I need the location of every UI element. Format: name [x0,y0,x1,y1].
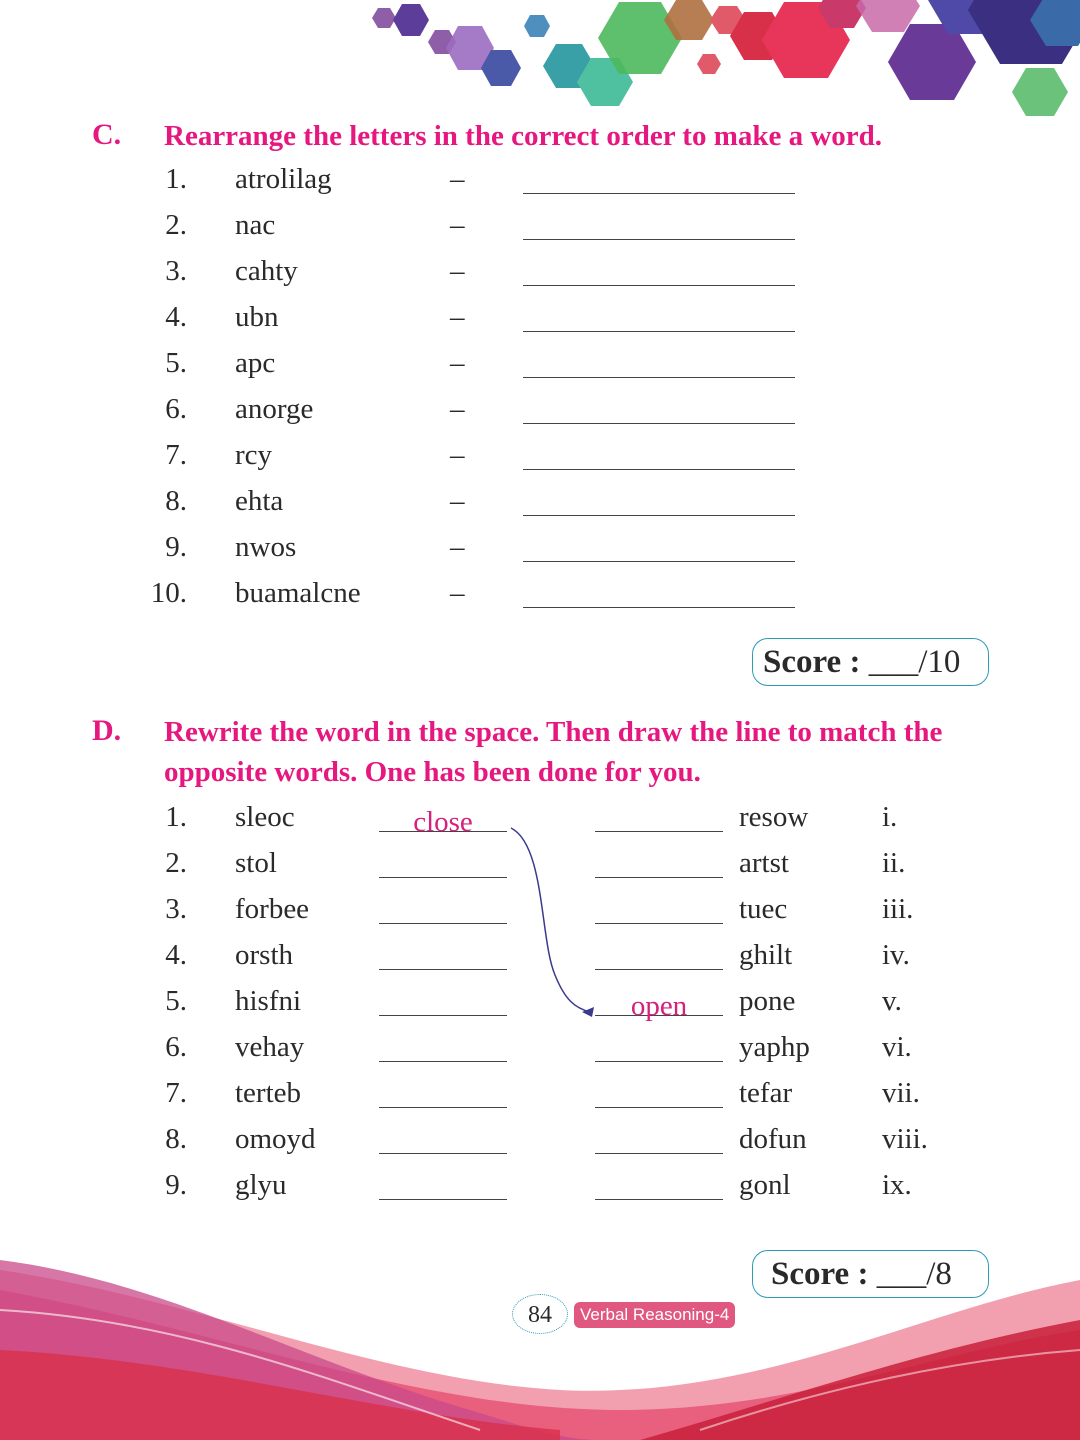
dash: – [450,393,465,425]
list-item [0,393,1080,439]
answer-blank[interactable] [523,561,795,562]
list-item [0,893,1080,939]
scrambled-word: hisfni [235,985,302,1017]
scrambled-opposite-word: yaphp [739,1031,810,1063]
score-value: ___/10 [868,644,961,680]
scrambled-word: stol [235,847,277,879]
list-item [0,577,1080,623]
item-number: 1. [165,163,187,195]
score-value: ___/8 [876,1256,952,1292]
section-c-title: Rearrange the letters in the correct order to make a word. [164,120,883,152]
dash: – [450,531,465,563]
list-item [0,1169,1080,1215]
item-number: 9. [165,531,187,563]
list-item [0,347,1080,393]
roman-numeral: v. [882,985,902,1017]
list-item [0,301,1080,347]
answer-blank[interactable] [523,607,795,608]
scrambled-word: apc [235,347,276,379]
item-number: 5. [165,985,187,1017]
scrambled-word: glyu [235,1169,287,1201]
scrambled-word: nwos [235,531,297,563]
book-title-badge: Verbal Reasoning-4 [574,1302,735,1328]
answer-blank[interactable] [523,193,795,194]
example-answer-left: close [413,806,473,838]
answer-blank-right[interactable] [595,1107,723,1108]
scrambled-word: cahty [235,255,298,287]
answer-blank-right[interactable] [595,923,723,924]
list-item [0,939,1080,985]
score-box-c [752,638,989,686]
scrambled-opposite-word: artst [739,847,789,879]
scrambled-word: terteb [235,1077,302,1109]
item-number: 1. [165,801,187,833]
scrambled-word: anorge [235,393,314,425]
item-number: 3. [165,255,187,287]
section-d-title [164,712,1004,792]
roman-numeral: ix. [882,1169,912,1201]
item-number: 4. [165,939,187,971]
list-item [0,163,1080,209]
hexagon-decoration [0,0,1080,130]
item-number: 9. [165,1169,187,1201]
scrambled-word: omoyd [235,1123,316,1155]
list-item [0,1123,1080,1169]
answer-blank-left[interactable] [379,1153,507,1154]
scrambled-word: atrolilag [235,163,332,195]
item-number: 7. [165,439,187,471]
scrambled-word: rcy [235,439,273,471]
list-item [0,801,1080,847]
roman-numeral: vii. [882,1077,920,1109]
scrambled-word: buamalcne [235,577,361,609]
dash: – [450,209,465,241]
answer-blank[interactable] [523,469,795,470]
dash: – [450,485,465,517]
answer-blank-right[interactable] [595,877,723,878]
answer-blank[interactable] [523,423,795,424]
dash: – [450,301,465,333]
list-item [0,847,1080,893]
answer-blank[interactable] [523,515,795,516]
answer-blank-left[interactable] [379,1199,507,1200]
answer-blank-left[interactable] [379,923,507,924]
dash: – [450,347,465,379]
list-item [0,255,1080,301]
answer-blank-right[interactable] [595,969,723,970]
section-c-letter: C. [92,118,122,151]
roman-numeral: ii. [882,847,906,879]
dash: – [450,577,465,609]
scrambled-word: nac [235,209,276,241]
scrambled-opposite-word: gonl [739,1169,791,1201]
section-d-title-line2: opposite words. One has been done for you. [164,756,701,788]
score-label: Score : [763,644,861,680]
item-number: 5. [165,347,187,379]
roman-numeral: vi. [882,1031,912,1063]
scrambled-opposite-word: pone [739,985,796,1017]
item-number: 8. [165,485,187,517]
scrambled-word: ehta [235,485,284,517]
roman-numeral: iii. [882,893,914,925]
scrambled-word: vehay [235,1031,305,1063]
section-d-title-line1: Rewrite the word in the space. Then draw the line to match the [164,716,943,748]
answer-blank[interactable] [523,239,795,240]
roman-numeral: iv. [882,939,910,971]
dash: – [450,439,465,471]
answer-blank-left[interactable] [379,1061,507,1062]
scrambled-word: ubn [235,301,279,333]
wave-decoration [0,1240,1080,1440]
scrambled-word: forbee [235,893,310,925]
item-number: 10. [150,577,187,609]
answer-blank[interactable] [523,285,795,286]
list-item [0,531,1080,577]
answer-blank-right[interactable] [595,831,723,832]
list-item [0,209,1080,255]
item-number: 2. [165,847,187,879]
item-number: 8. [165,1123,187,1155]
item-number: 3. [165,893,187,925]
item-number: 4. [165,301,187,333]
item-number: 6. [165,1031,187,1063]
scrambled-opposite-word: dofun [739,1123,807,1155]
roman-numeral: i. [882,801,898,833]
item-number: 2. [165,209,187,241]
list-item [0,1031,1080,1077]
answer-blank[interactable] [523,331,795,332]
list-item [0,1077,1080,1123]
answer-blank-right[interactable] [595,1061,723,1062]
roman-numeral: viii. [882,1123,928,1155]
score-label: Score : [771,1256,869,1292]
answer-blank-right[interactable] [595,1199,723,1200]
scrambled-word: orsth [235,939,293,971]
answer-blank-left[interactable] [379,969,507,970]
dash: – [450,163,465,195]
scrambled-opposite-word: tuec [739,893,788,925]
scrambled-opposite-word: resow [739,801,809,833]
answer-blank-left[interactable] [379,1015,507,1016]
item-number: 7. [165,1077,187,1109]
example-answer-right: open [630,990,688,1022]
scrambled-opposite-word: tefar [739,1077,793,1109]
section-d-letter: D. [92,714,122,747]
scrambled-opposite-word: ghilt [739,939,793,971]
answer-blank-left[interactable] [379,877,507,878]
dash: – [450,255,465,287]
answer-blank[interactable] [523,377,795,378]
list-item [0,439,1080,485]
item-number: 6. [165,393,187,425]
list-item [0,985,1080,1031]
answer-blank-left[interactable] [379,1107,507,1108]
answer-blank-right[interactable] [595,1153,723,1154]
scrambled-word: sleoc [235,801,295,833]
list-item [0,485,1080,531]
page-number: 84 [512,1294,568,1334]
